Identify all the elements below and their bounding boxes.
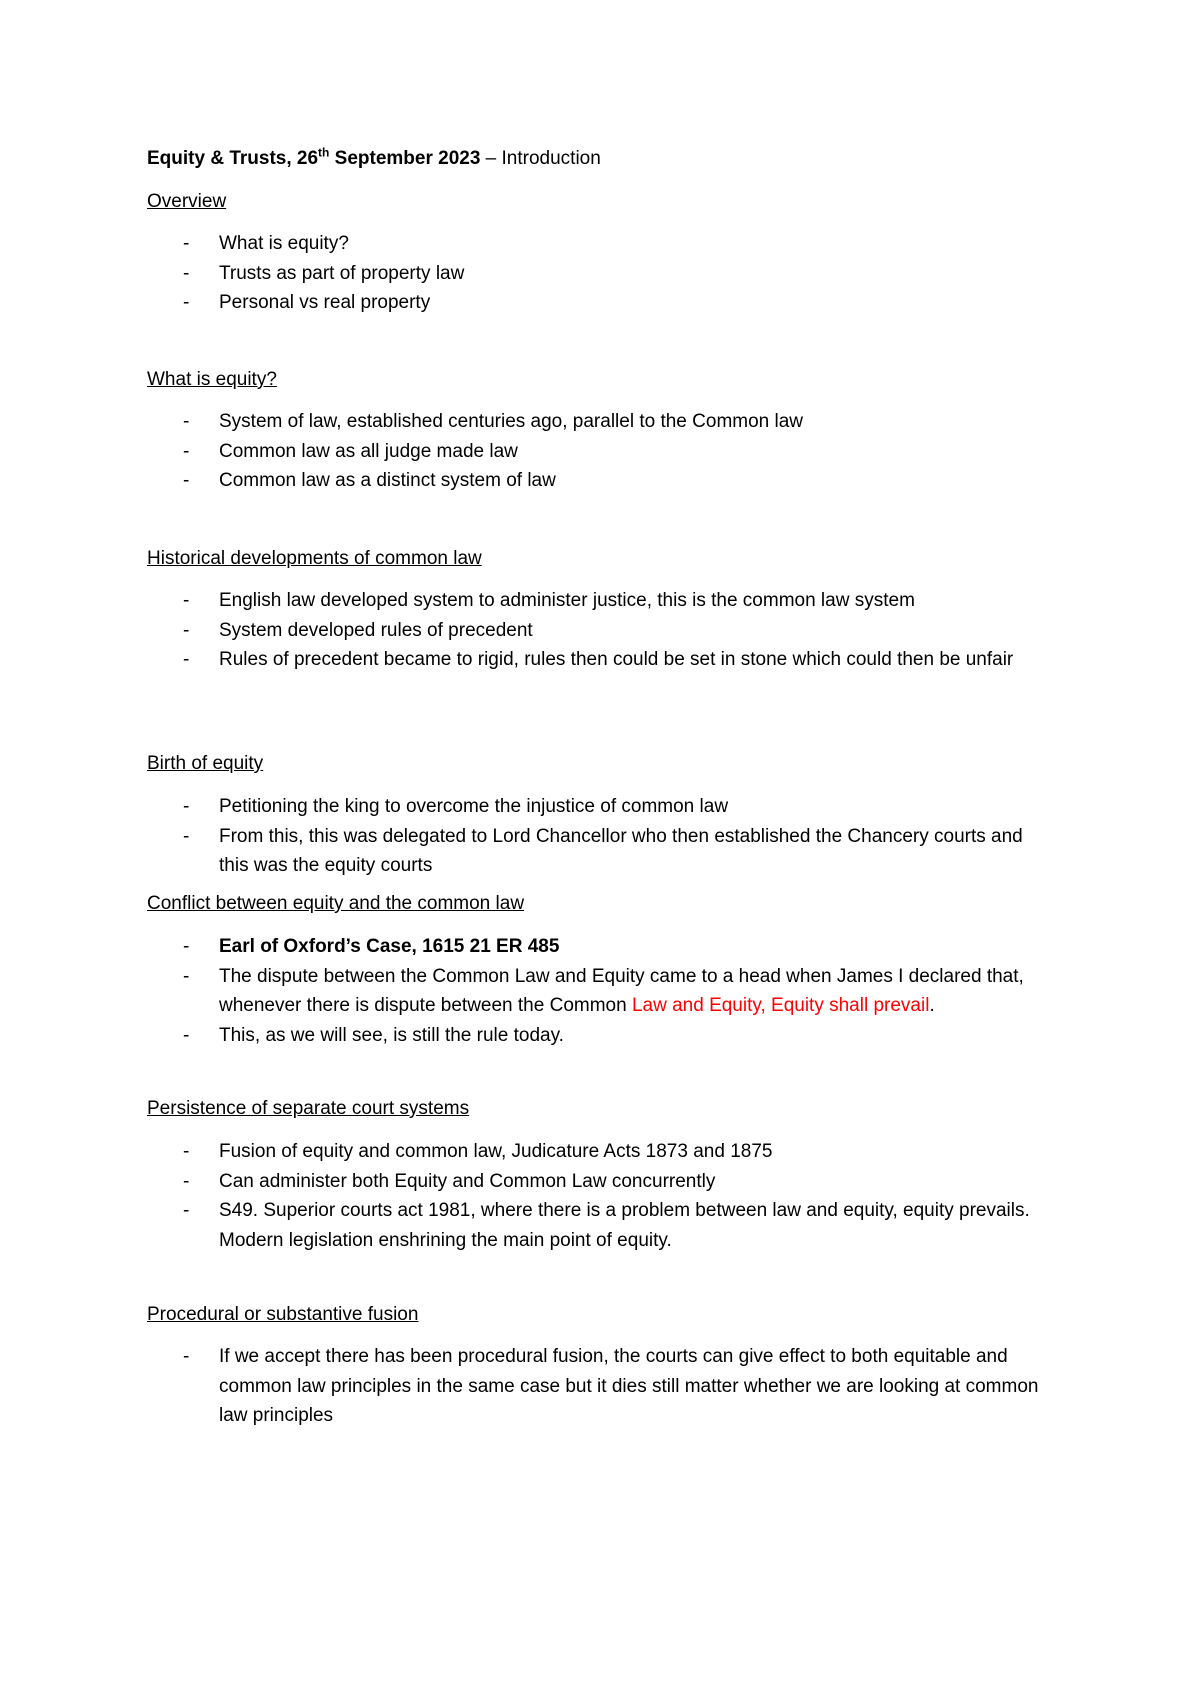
list-item-text: The dispute between the Common Law and Equity came to a head when James I declared that, whenever there is dispute between the Common [219,965,1024,1016]
list-item [147,1021,1047,1051]
title-bold-prefix: Equity & Trusts, 26 [147,148,319,169]
heading-persistence: Persistence of separate court systems [147,1098,470,1119]
list-item-text: Common law as all judge made law [219,440,518,462]
title-rest: – Introduction [480,148,601,169]
bullet-dash: - [183,470,190,491]
list-item-text: Trusts as part of property law [219,262,465,284]
list-item [147,822,1047,881]
bullet-dash: - [183,936,190,957]
bullet-dash: - [183,1024,190,1046]
list-item [147,586,1047,616]
bullet-dash: - [183,411,190,432]
title-superscript: th [318,145,330,160]
list-item [147,932,1047,962]
bullet-dash: - [183,649,190,670]
bullet-dash: - [183,825,190,847]
list-item-text: What is equity? [219,233,349,254]
bullet-dash: - [183,965,190,987]
list-item [147,616,1047,646]
conflict-list [147,932,1047,1050]
heading-birth-of-equity: Birth of equity [147,753,264,774]
bullet-dash: - [183,440,190,462]
bullet-dash: - [183,1141,190,1162]
bullet-dash: - [183,1346,190,1367]
bullet-dash: - [183,1170,190,1192]
list-item-text: Fusion of equity and common law, Judicature Acts 1873 and 1875 [219,1141,773,1162]
list-item [147,1167,1047,1197]
list-item-text: If we accept there has been procedural fusion, the courts can give effect to both equitable and common law principles in the same case but it dies still matter whether we are looking at common law principles [219,1346,1039,1426]
list-item-text: Personal vs real property [219,292,431,313]
title-bold-suffix: September 2023 [329,148,481,169]
overview-list [147,229,1047,318]
list-item [147,437,1047,467]
bullet-dash: - [183,292,190,313]
list-item-text: Petitioning the king to overcome the injustice of common law [219,796,729,817]
heading-procedural: Procedural or substantive fusion [147,1304,419,1325]
list-item-text: English law developed system to administer justice, this is the common law system [219,590,915,611]
persistence-list [147,1137,1047,1255]
heading-conflict: Conflict between equity and the common law [147,893,525,914]
list-item-text: Common law as a distinct system of law [219,470,556,491]
bullet-dash: - [183,796,190,817]
bullet-dash: - [183,233,190,254]
list-item-text: Rules of precedent became to rigid, rules then could be set in stone which could then be unfair [219,649,1014,670]
list-item [147,1137,1047,1167]
list-item [147,1342,1047,1431]
list-item [147,288,1047,318]
historical-list [147,586,1047,675]
case-citation: Earl of Oxford’s Case, 1615 21 ER 485 [219,936,560,957]
list-item [147,466,1047,496]
bullet-dash: - [183,590,190,611]
highlighted-text: Law and Equity, Equity shall prevail [631,995,930,1016]
list-item [147,645,1047,675]
list-item [147,792,1047,822]
list-item-text: System developed rules of precedent [219,619,533,641]
list-item-text: From this, this was delegated to Lord Chancellor who then established the Chancery courts and this was the equity courts [219,825,1023,876]
list-item [147,1196,1047,1255]
list-item-text-end: . [929,995,935,1016]
list-item [147,962,1047,1021]
document-title [147,146,601,172]
list-item [147,407,1047,437]
heading-overview: Overview [147,191,227,212]
heading-historical: Historical developments of common law [147,548,482,569]
bullet-dash: - [183,262,190,284]
list-item [147,229,1047,259]
list-item-text: S49. Superior courts act 1981, where there is a problem between law and equity, equity prevails. Modern legislation enshrining the main point of equity. [219,1200,1030,1251]
list-item [147,259,1047,289]
bullet-dash: - [183,1200,190,1221]
list-item-text: System of law, established centuries ago, parallel to the Common law [219,411,804,432]
what-is-equity-list [147,407,1047,496]
bullet-dash: - [183,619,190,641]
birth-list [147,792,1047,881]
heading-what-is-equity: What is equity? [147,369,277,390]
procedural-list [147,1342,1047,1431]
list-item-text: Can administer both Equity and Common Law concurrently [219,1170,716,1192]
list-item-text: This, as we will see, is still the rule today. [219,1024,564,1046]
